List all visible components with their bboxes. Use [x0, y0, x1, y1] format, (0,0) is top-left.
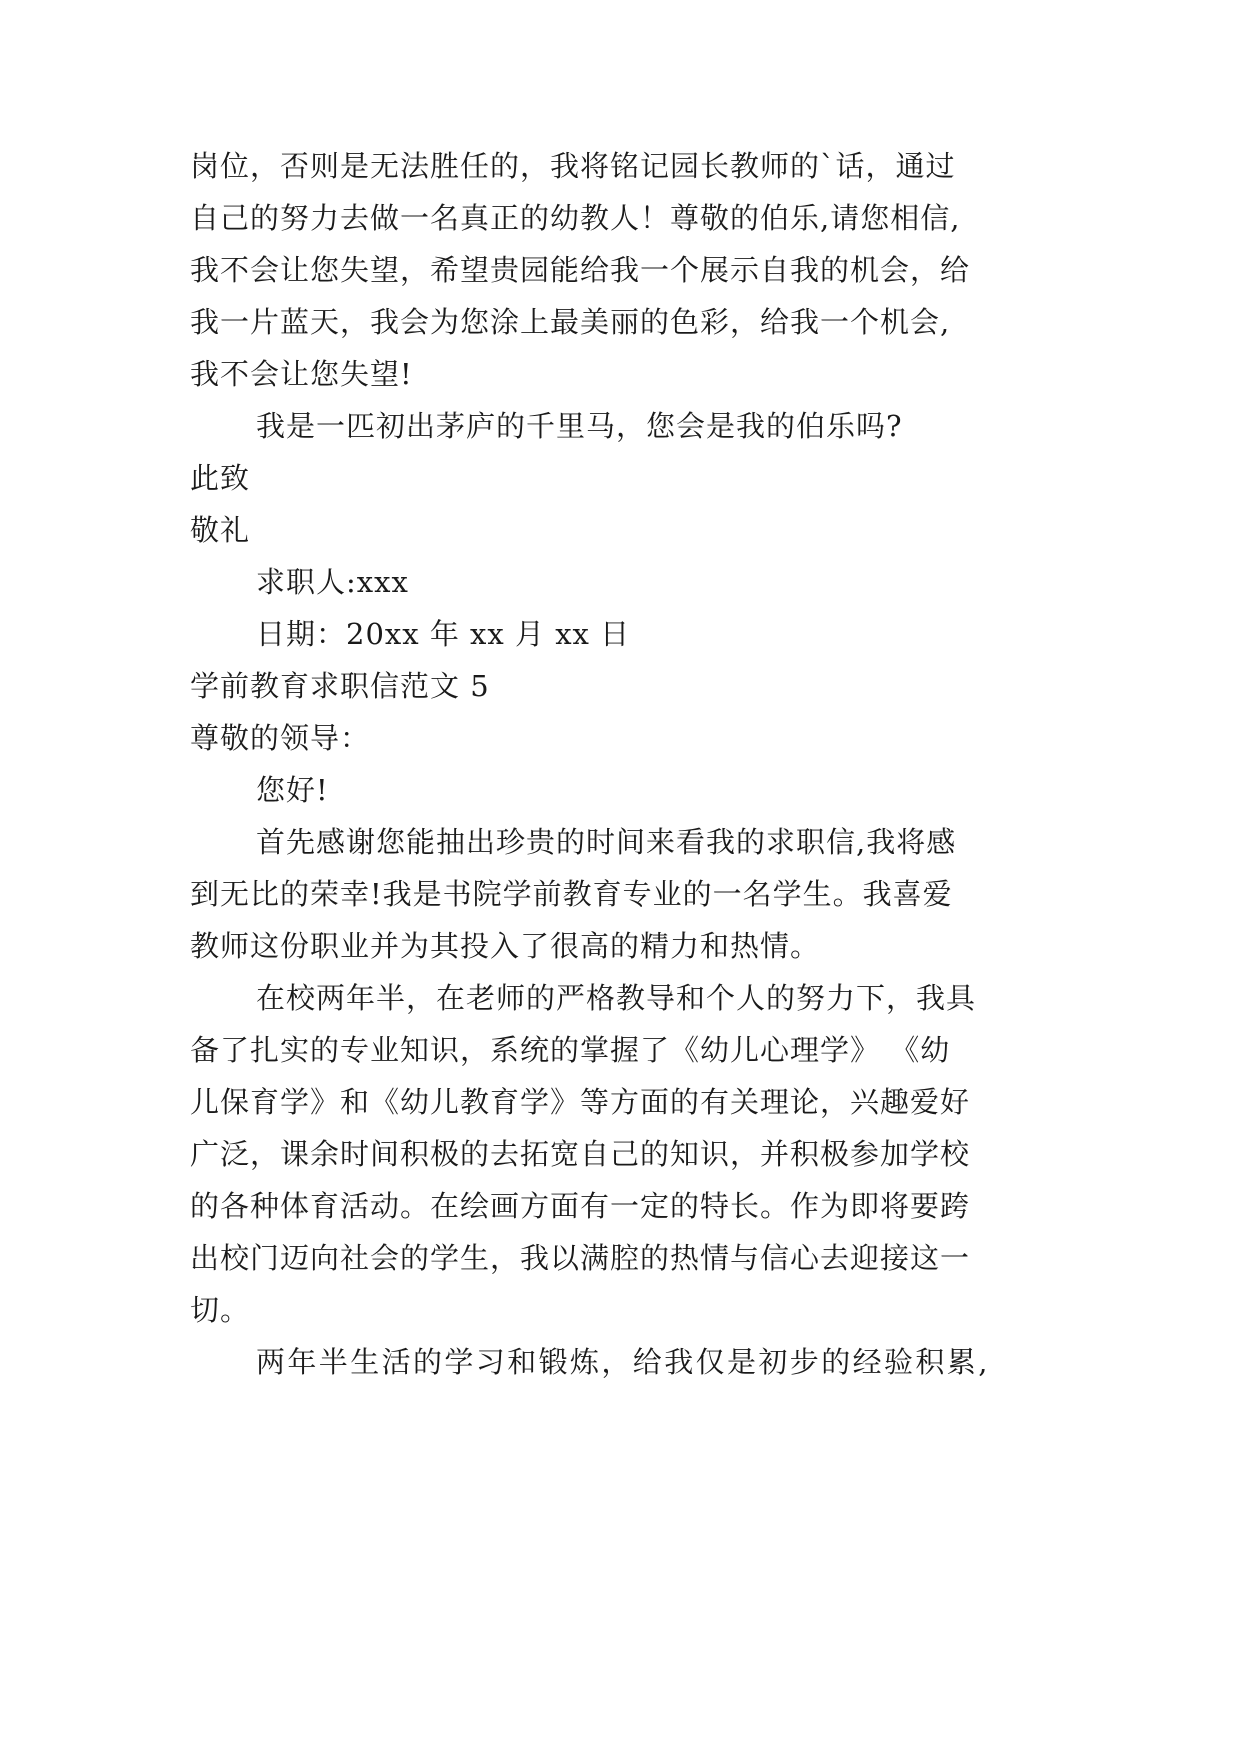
text-line: 我是一匹初出茅庐的千里马，您会是我的伯乐吗?: [256, 409, 903, 443]
text-line: 备了扎实的专业知识，系统的掌握了《幼儿心理学》 《幼: [190, 1033, 951, 1067]
signature-date: 日期：20xx 年 xx 月 xx 日: [256, 617, 631, 651]
signature-name: 求职人:xxx: [256, 565, 409, 599]
text-line: 自己的努力去做一名真正的幼教人！尊敬的伯乐,请您相信,: [190, 201, 961, 235]
text-line: 您好!: [256, 773, 329, 807]
text-line: 岗位，否则是无法胜任的，我将铭记园长教师的`话，通过: [190, 149, 956, 183]
text-line: 的各种体育活动。在绘画方面有一定的特长。作为即将要跨: [190, 1189, 971, 1223]
text-line: 两年半生活的学习和锻炼，给我仅是初步的经验积累,: [256, 1345, 990, 1379]
salutation-closing: 此致: [190, 461, 251, 495]
text-line: 我一片蓝天，我会为您涂上最美丽的色彩，给我一个机会,: [190, 305, 951, 339]
text-line: 到无比的荣幸!我是书院学前教育专业的一名学生。我喜爱: [190, 877, 953, 911]
text-line: 切。: [190, 1293, 251, 1327]
text-line: 在校两年半，在老师的严格教导和个人的努力下，我具: [256, 981, 977, 1015]
text-line: 首先感谢您能抽出珍贵的时间来看我的求职信,我将感: [256, 825, 957, 859]
text-line: 我不会让您失望，希望贵园能给我一个展示自我的机会，给: [190, 253, 971, 287]
letter-greeting: 尊敬的领导：: [190, 721, 371, 755]
section-heading: 学前教育求职信范文 5: [190, 669, 490, 703]
text-line: 出校门迈向社会的学生，我以满腔的热情与信心去迎接这一: [190, 1241, 971, 1275]
text-line: 教师这份职业并为其投入了很高的精力和热情。: [190, 929, 821, 963]
text-line: 儿保育学》和《幼儿教育学》等方面的有关理论，兴趣爱好: [190, 1085, 971, 1119]
text-line: 广泛，课余时间积极的去拓宽自己的知识，并积极参加学校: [190, 1137, 971, 1171]
salutation-closing: 敬礼: [190, 513, 251, 547]
text-line: 我不会让您失望!: [190, 357, 413, 391]
